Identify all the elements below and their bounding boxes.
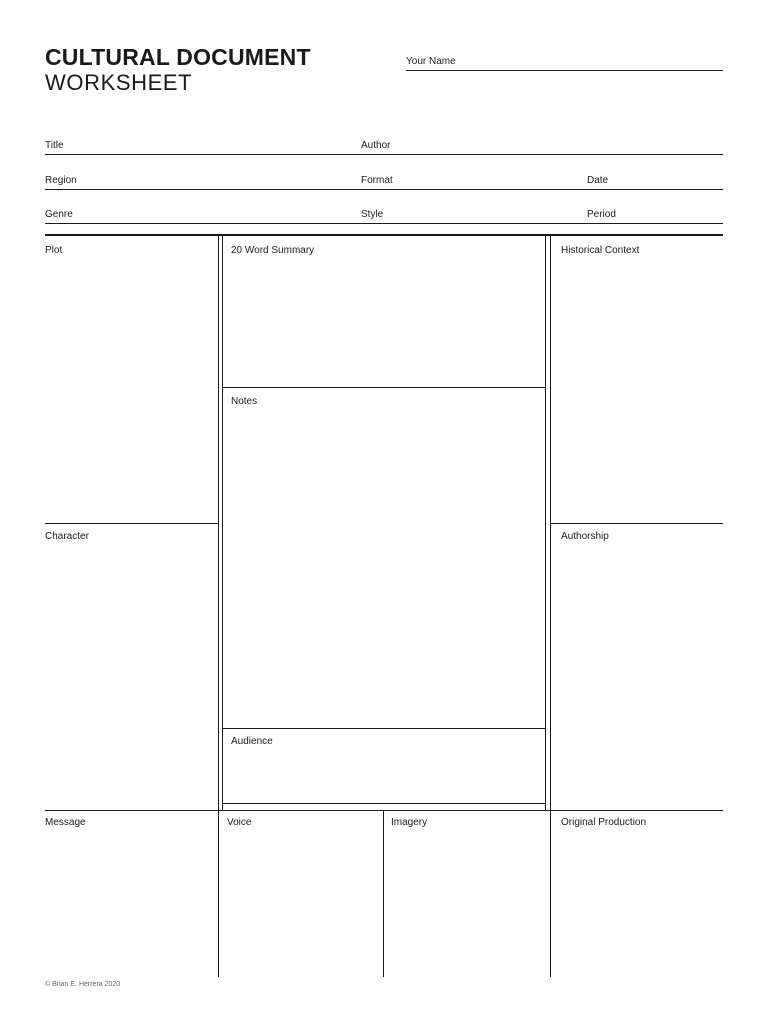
imagery-production-divider	[550, 810, 551, 977]
historical-context-label: Historical Context	[561, 245, 640, 256]
region-format-date-line[interactable]	[45, 189, 723, 190]
summary-label: 20 Word Summary	[231, 245, 315, 256]
imagery-label: Imagery	[391, 817, 428, 828]
grid-divider-right-inner	[545, 236, 546, 810]
context-authorship-divider	[550, 523, 723, 524]
author-label: Author	[361, 140, 391, 151]
region-label: Region	[45, 175, 77, 186]
genre-style-period-line[interactable]	[45, 223, 723, 224]
message-label: Message	[45, 817, 86, 828]
style-label: Style	[361, 209, 384, 220]
worksheet-subtitle: WORKSHEET	[45, 70, 193, 95]
your-name-line[interactable]	[406, 70, 723, 71]
bottom-row-rule	[45, 810, 723, 811]
notes-label: Notes	[231, 396, 258, 407]
audience-bottom-rule	[222, 803, 546, 804]
copyright-text: © Brian E. Herrera 2020	[45, 981, 121, 988]
grid-divider-left-inner	[222, 236, 223, 810]
summary-notes-divider	[222, 387, 546, 388]
plot-label: Plot	[45, 245, 63, 256]
voice-label: Voice	[227, 817, 252, 828]
original-production-label: Original Production	[561, 817, 647, 828]
period-label: Period	[587, 209, 616, 220]
date-label: Date	[587, 175, 609, 186]
character-label: Character	[45, 531, 89, 542]
genre-label: Genre	[45, 209, 73, 220]
your-name-label: Your Name	[406, 56, 456, 67]
authorship-label: Authorship	[561, 531, 609, 542]
grid-divider-left-outer	[218, 236, 219, 810]
notes-audience-divider	[222, 728, 546, 729]
plot-character-divider	[45, 523, 218, 524]
title-label: Title	[45, 140, 64, 151]
format-label: Format	[361, 175, 393, 186]
worksheet-title: CULTURAL DOCUMENT	[45, 44, 311, 70]
audience-label: Audience	[231, 736, 273, 747]
voice-imagery-divider	[383, 810, 384, 977]
message-voice-divider	[218, 810, 219, 977]
title-author-line[interactable]	[45, 154, 723, 155]
grid-top-rule	[45, 234, 723, 236]
